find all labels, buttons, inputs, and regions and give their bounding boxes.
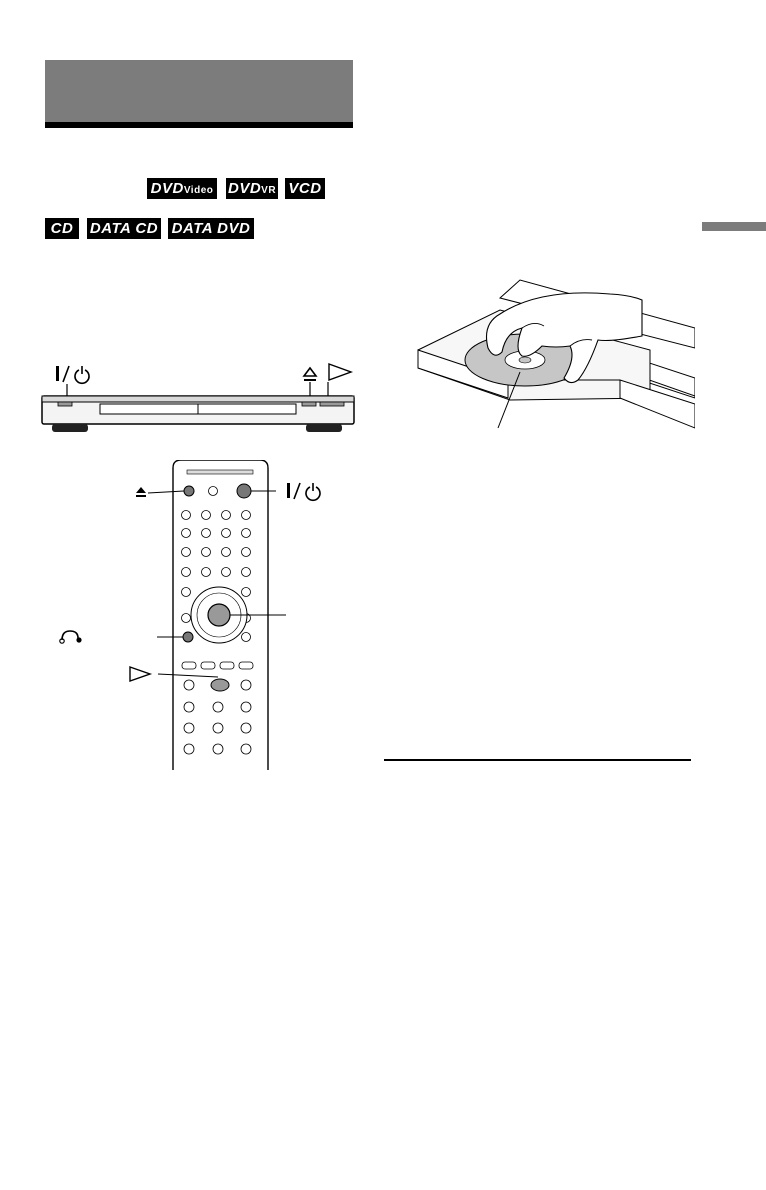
badge-data-cd: DATA CD — [87, 218, 161, 239]
section-divider-rule — [384, 759, 691, 761]
badge-dvd-video: DVDVideo — [147, 178, 217, 199]
badge-cd: CD — [45, 218, 79, 239]
badge-vcd: VCD — [285, 178, 325, 199]
return-icon — [60, 631, 82, 643]
eject-icon — [304, 368, 316, 381]
play-icon — [329, 364, 351, 380]
player-front-panel-illustration — [40, 360, 360, 440]
section-header-band — [45, 60, 353, 122]
play-icon — [130, 667, 150, 681]
eject-icon — [136, 487, 146, 497]
badge-dvd-vr: DVDVR — [228, 180, 277, 197]
badge-data-dvd: DATA DVD — [168, 218, 254, 239]
power-icon — [287, 483, 320, 500]
remote-control-illustration — [40, 460, 340, 770]
chapter-side-tab — [702, 222, 766, 231]
disc-loading-illustration — [410, 268, 695, 433]
power-icon — [56, 366, 89, 383]
section-header-rule — [45, 122, 353, 128]
